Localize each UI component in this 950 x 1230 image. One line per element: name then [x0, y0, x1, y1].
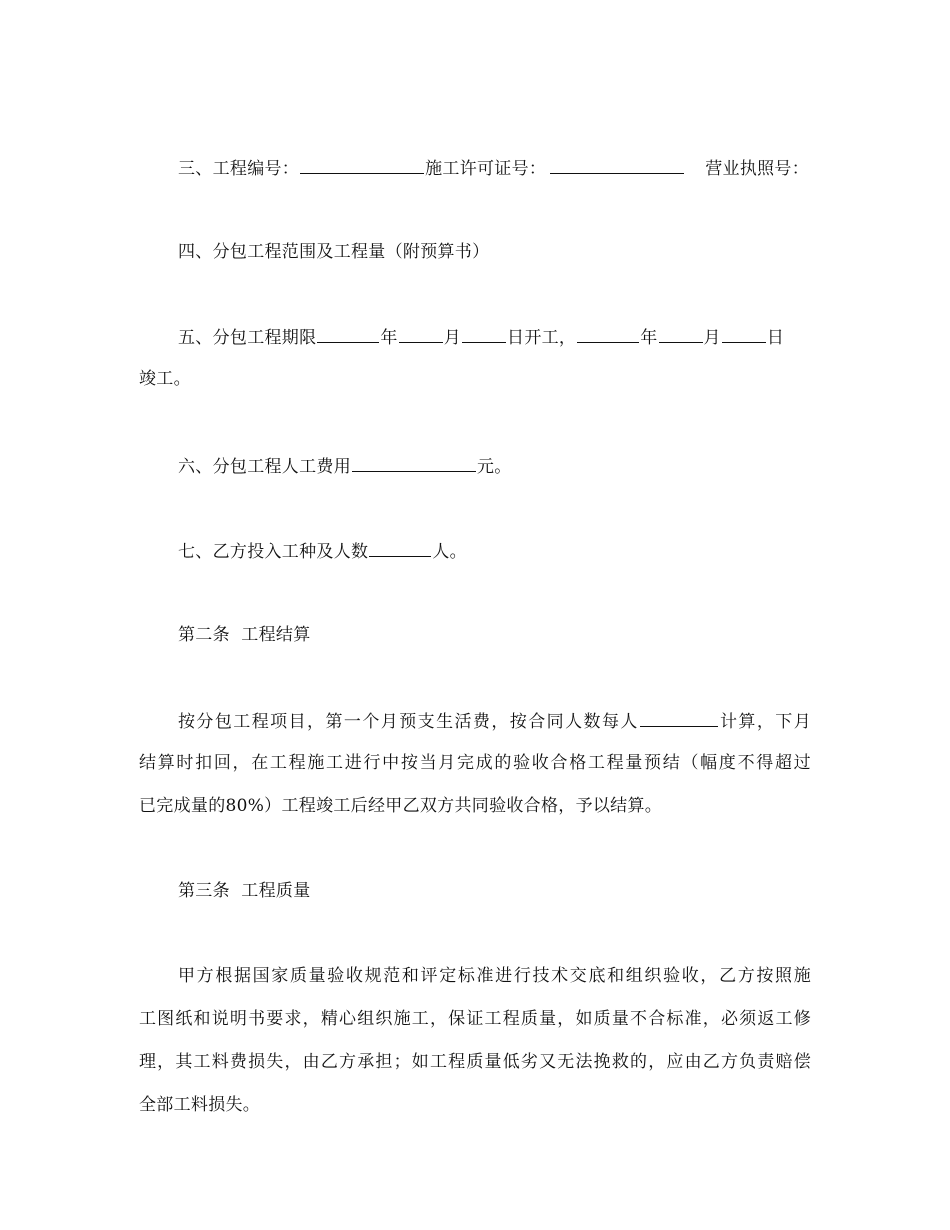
- section-5-line: [178, 325, 811, 349]
- start-month-label: 月: [443, 328, 462, 348]
- article-2-line-2: 结算时扣回，在工程施工进行中按当月完成的验收合格工程量预结（幅度不得超过: [139, 753, 811, 773]
- section-5-end: 竣工。: [139, 369, 191, 389]
- worker-count-blank: [369, 539, 431, 557]
- section-6-prefix: 六、分包工程人工费用: [178, 457, 351, 477]
- section-6-line: [178, 454, 811, 478]
- article-2-line-3: 已完成量的80%）工程竣工后经甲乙双方共同验收合格，予以结算。: [139, 796, 663, 816]
- end-month-label: 月: [703, 328, 721, 348]
- section-4-text: 四、分包工程范围及工程量（附预算书）: [178, 242, 490, 262]
- section-7-suffix: 人。: [432, 542, 467, 562]
- article-2-heading: 第二条 工程结算: [178, 625, 311, 645]
- article-2-line-1-prefix: 按分包工程项目，第一个月预支生活费，按合同人数每人: [178, 712, 639, 732]
- section-3-prefix: 三、工程编号：: [178, 159, 300, 179]
- permit-number-blank: [550, 156, 684, 174]
- labor-cost-blank: [352, 454, 476, 472]
- section-7-prefix: 七、乙方投入工种及人数: [178, 542, 369, 562]
- end-year-label: 年: [640, 328, 658, 348]
- end-day-blank: [722, 325, 766, 343]
- section-3-line: [178, 156, 811, 180]
- article-2-line-1-suffix: 计算，下月: [718, 712, 812, 732]
- article-3-line-2: 工图纸和说明书要求，精心组织施工，保证工程质量，如质量不合标准，必须返工修: [139, 1009, 811, 1029]
- article-2-line-1: [178, 709, 811, 733]
- section-6-suffix: 元。: [477, 457, 512, 477]
- project-number-blank: [300, 156, 424, 174]
- start-month-blank: [399, 325, 443, 343]
- start-label: 日开工，: [507, 328, 577, 348]
- section-5-continuation: [139, 368, 811, 390]
- end-year-blank: [577, 325, 639, 343]
- article-3-line-3: 理，其工料费损失，由乙方承担；如工程质量低劣又无法挽救的，应由乙方负责赔偿: [139, 1052, 811, 1072]
- living-allowance-blank: [640, 709, 718, 727]
- article-3-line-1: 甲方根据国家质量验收规范和评定标准进行技术交底和组织验收，乙方按照施: [178, 966, 811, 986]
- end-month-blank: [659, 325, 703, 343]
- start-year-blank: [317, 325, 379, 343]
- permit-label: 施工许可证号：: [425, 159, 547, 179]
- start-year-label: 年: [380, 328, 398, 348]
- section-7-line: [178, 539, 811, 563]
- end-day-label: 日: [766, 328, 785, 348]
- article-3-line-4: 全部工料损失。: [139, 1095, 261, 1115]
- section-4-line: [178, 241, 811, 263]
- section-5-prefix: 五、分包工程期限: [178, 328, 317, 348]
- license-label: 营业执照号：: [705, 159, 810, 179]
- start-day-blank: [462, 325, 506, 343]
- article-3-heading: 第三条 工程质量: [178, 881, 311, 901]
